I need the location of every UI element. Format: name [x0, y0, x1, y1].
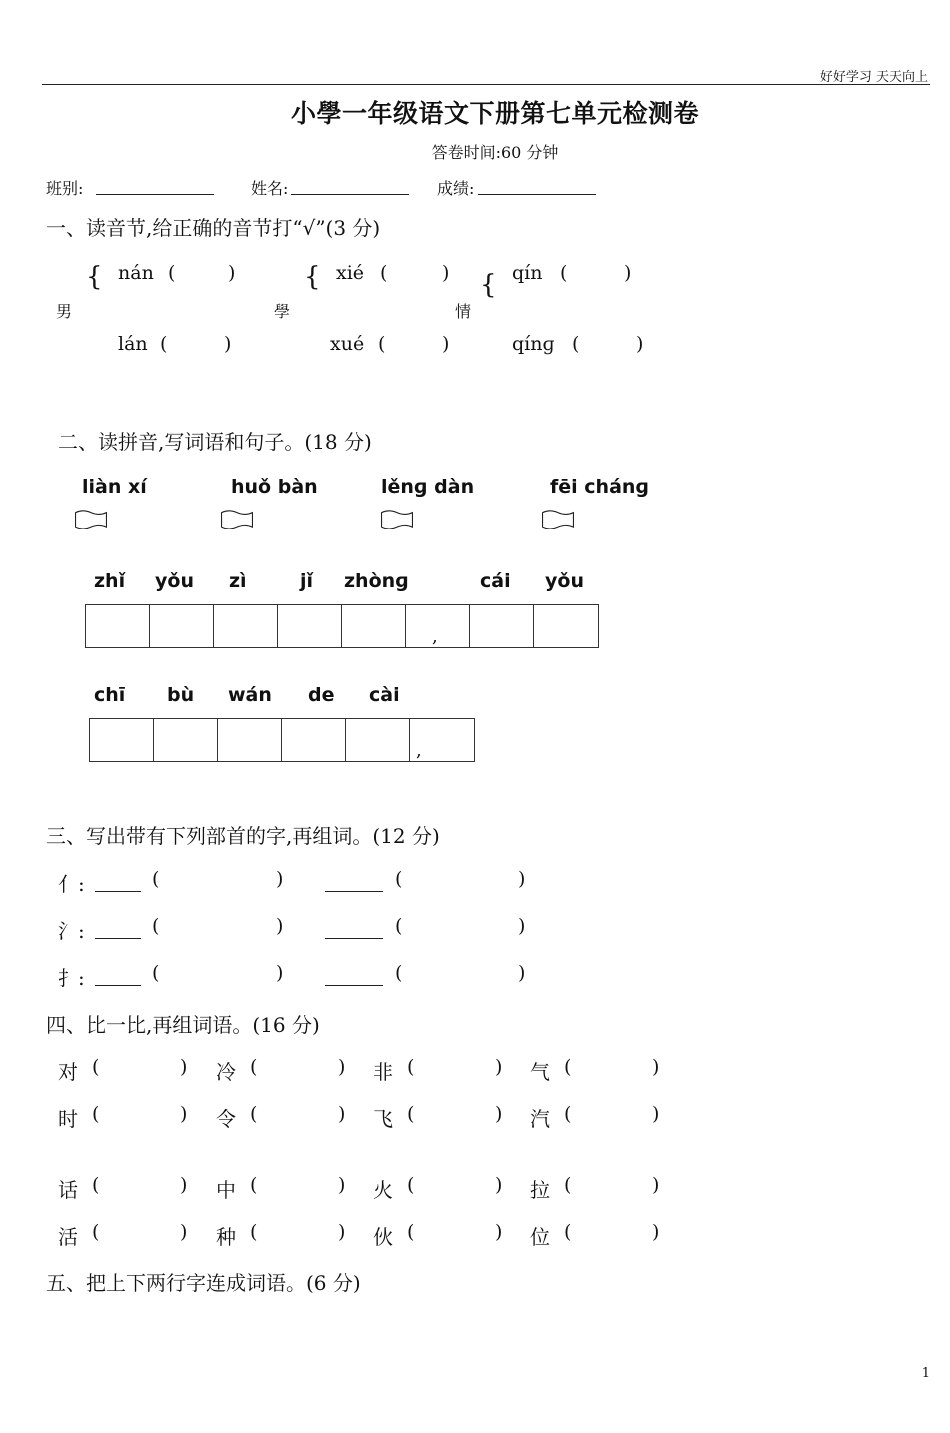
- pinyin-syllable: yǒu: [155, 570, 194, 592]
- compare-char: 令: [216, 1107, 236, 1131]
- grid-cell[interactable]: [150, 605, 214, 647]
- answer-paren-close: ): [652, 1174, 660, 1196]
- score-field[interactable]: [478, 194, 596, 195]
- pinyin-syllable: bù: [167, 684, 195, 706]
- char-blank[interactable]: [325, 985, 383, 986]
- class-label: 班别:: [46, 179, 84, 198]
- time-limit: 答卷时间:60 分钟: [431, 143, 559, 162]
- grid-cell[interactable]: [86, 605, 150, 647]
- answer-paren-close: ): [652, 1056, 660, 1078]
- compare-char: 活: [58, 1225, 78, 1249]
- answer-paren-close: ): [180, 1174, 188, 1196]
- name-label: 姓名:: [251, 179, 289, 198]
- compare-char: 伙: [373, 1225, 393, 1249]
- answer-box[interactable]: [74, 509, 108, 529]
- answer-paren-close: ): [442, 262, 450, 284]
- answer-paren-open: (: [250, 1174, 258, 1196]
- grid-cell[interactable]: [534, 605, 598, 647]
- char-blank[interactable]: [95, 938, 141, 939]
- answer-paren-open: (: [152, 868, 160, 890]
- compare-char: 位: [530, 1225, 550, 1249]
- answer-paren-open: (: [152, 915, 160, 937]
- answer-paren-close: ): [276, 915, 284, 937]
- compare-char: 话: [58, 1178, 78, 1202]
- group-char: 學: [274, 302, 291, 321]
- answer-paren-open: (: [250, 1103, 258, 1125]
- answer-paren-open: (: [380, 262, 388, 284]
- grid-cell[interactable]: [410, 719, 474, 761]
- answer-paren-close: ): [276, 868, 284, 890]
- name-field[interactable]: [291, 194, 409, 195]
- compare-char: 拉: [530, 1178, 550, 1202]
- answer-paren-open: (: [564, 1056, 572, 1078]
- pinyin-option: xié: [336, 262, 365, 284]
- compare-char: 火: [373, 1178, 393, 1202]
- grid-cell[interactable]: [282, 719, 346, 761]
- answer-paren-open: (: [395, 962, 403, 984]
- answer-paren-open: (: [572, 333, 580, 355]
- answer-paren-open: (: [168, 262, 176, 284]
- header-motto: 好好学习 天天向上: [819, 70, 928, 85]
- answer-paren-close: ): [636, 333, 644, 355]
- answer-paren-close: ): [180, 1056, 188, 1078]
- answer-paren-open: (: [407, 1103, 415, 1125]
- pinyin-syllable: de: [308, 684, 335, 706]
- pinyin-syllable: wán: [228, 684, 272, 706]
- pinyin-syllable: cài: [369, 684, 400, 706]
- compare-char: 冷: [216, 1060, 236, 1084]
- radical-label: 扌:: [58, 966, 85, 990]
- group-char: 男: [56, 302, 73, 321]
- compare-char: 气: [530, 1060, 550, 1084]
- answer-paren-close: ): [338, 1221, 346, 1243]
- answer-box[interactable]: [541, 509, 575, 529]
- brace: {: [480, 270, 497, 300]
- pinyin-syllable: zhǐ: [94, 570, 126, 592]
- pinyin-word: fēi chánɡ: [550, 476, 650, 498]
- answer-paren-open: (: [564, 1174, 572, 1196]
- writing-grid: [85, 604, 599, 648]
- answer-paren-close: ): [624, 262, 632, 284]
- compare-char: 飞: [373, 1107, 393, 1131]
- compare-char: 时: [58, 1107, 78, 1131]
- answer-paren-close: ): [495, 1103, 503, 1125]
- radical-label: 氵:: [58, 919, 85, 943]
- pinyin-option: xué: [330, 333, 365, 355]
- pinyin-option: qínɡ: [512, 333, 555, 355]
- answer-paren-close: ): [495, 1221, 503, 1243]
- char-blank[interactable]: [95, 985, 141, 986]
- radical-label: 亻:: [58, 872, 85, 896]
- answer-paren-open: (: [564, 1221, 572, 1243]
- answer-paren-close: ): [518, 915, 526, 937]
- answer-paren-close: ): [652, 1221, 660, 1243]
- writing-grid: [89, 718, 475, 762]
- answer-paren-close: ): [228, 262, 236, 284]
- section3-heading: 三、写出带有下列部首的字,再组词。(12 分): [46, 824, 440, 848]
- answer-paren-open: (: [378, 333, 386, 355]
- score-label: 成绩:: [437, 179, 475, 198]
- section5-heading: 五、把上下两行字连成词语。(6 分): [46, 1271, 361, 1295]
- grid-cell[interactable]: [278, 605, 342, 647]
- pinyin-syllable: chī: [94, 684, 126, 706]
- answer-paren-close: ): [338, 1103, 346, 1125]
- pinyin-syllable: jǐ: [300, 570, 314, 592]
- answer-paren-open: (: [564, 1103, 572, 1125]
- answer-paren-close: ): [180, 1221, 188, 1243]
- grid-cell[interactable]: [470, 605, 534, 647]
- answer-paren-open: (: [92, 1174, 100, 1196]
- grid-cell[interactable]: [214, 605, 278, 647]
- compare-char: 对: [58, 1060, 78, 1084]
- comma-mark: ,: [432, 626, 438, 647]
- answer-box[interactable]: [380, 509, 414, 529]
- compare-char: 种: [216, 1225, 236, 1249]
- grid-cell[interactable]: [218, 719, 282, 761]
- group-char: 情: [455, 302, 472, 321]
- compare-char: 非: [373, 1060, 393, 1084]
- answer-paren-close: ): [652, 1103, 660, 1125]
- answer-paren-open: (: [92, 1221, 100, 1243]
- pinyin-option: lán: [118, 333, 148, 355]
- grid-cell[interactable]: [406, 605, 470, 647]
- answer-paren-open: (: [152, 962, 160, 984]
- grid-cell[interactable]: [342, 605, 406, 647]
- answer-paren-close: ): [518, 868, 526, 890]
- brace: {: [304, 262, 321, 292]
- answer-paren-open: (: [407, 1174, 415, 1196]
- answer-paren-close: ): [180, 1103, 188, 1125]
- pinyin-option: qín: [512, 262, 543, 284]
- answer-paren-close: ): [338, 1174, 346, 1196]
- answer-paren-open: (: [160, 333, 168, 355]
- section4-heading: 四、比一比,再组词语。(16 分): [46, 1013, 320, 1037]
- header-rule: [42, 84, 930, 85]
- answer-paren-open: (: [250, 1056, 258, 1078]
- pinyin-syllable: zì: [229, 570, 247, 592]
- page-number: 1: [921, 1366, 930, 1381]
- answer-paren-open: (: [250, 1221, 258, 1243]
- answer-paren-close: ): [495, 1056, 503, 1078]
- grid-cell[interactable]: [346, 719, 410, 761]
- compare-char: 汽: [530, 1107, 550, 1131]
- comma-mark: ,: [416, 740, 422, 761]
- pinyin-syllable: zhònɡ: [344, 570, 409, 592]
- answer-paren-close: ): [338, 1056, 346, 1078]
- answer-paren-open: (: [560, 262, 568, 284]
- pinyin-syllable: yǒu: [545, 570, 584, 592]
- pinyin-syllable: cái: [480, 570, 511, 592]
- section1-heading: 一、读音节,给正确的音节打“√”(3 分): [46, 216, 381, 240]
- char-blank[interactable]: [325, 891, 383, 892]
- answer-paren-close: ): [495, 1174, 503, 1196]
- answer-paren-open: (: [395, 915, 403, 937]
- char-blank[interactable]: [95, 891, 141, 892]
- answer-paren-close: ): [276, 962, 284, 984]
- class-field[interactable]: [96, 194, 214, 195]
- answer-paren-open: (: [395, 868, 403, 890]
- pinyin-word: huǒ bàn: [231, 476, 318, 498]
- char-blank[interactable]: [325, 938, 383, 939]
- answer-paren-open: (: [407, 1221, 415, 1243]
- page-title: 小學一年级语文下册第七单元检测卷: [290, 99, 699, 128]
- answer-paren-close: ): [442, 333, 450, 355]
- answer-paren-close: ): [224, 333, 232, 355]
- answer-box[interactable]: [220, 509, 254, 529]
- answer-paren-open: (: [92, 1056, 100, 1078]
- grid-cell[interactable]: [154, 719, 218, 761]
- compare-char: 中: [216, 1178, 236, 1202]
- pinyin-word: lěnɡ dàn: [381, 476, 475, 498]
- answer-paren-open: (: [407, 1056, 415, 1078]
- brace: {: [86, 262, 103, 292]
- section2-heading: 二、读拼音,写词语和句子。(18 分): [58, 430, 372, 454]
- answer-paren-close: ): [518, 962, 526, 984]
- pinyin-option: nán: [118, 262, 154, 284]
- grid-cell[interactable]: [90, 719, 154, 761]
- pinyin-word: liàn xí: [82, 476, 147, 498]
- answer-paren-open: (: [92, 1103, 100, 1125]
